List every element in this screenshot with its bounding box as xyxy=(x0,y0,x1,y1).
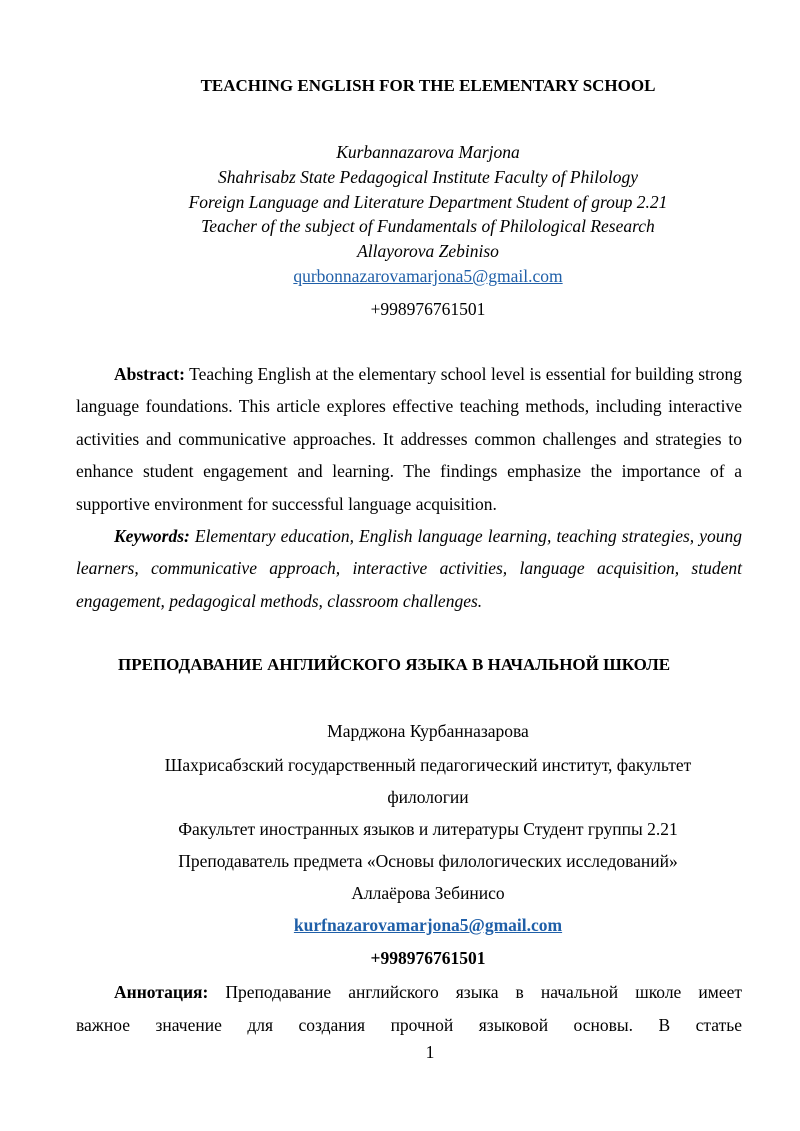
english-title: TEACHING ENGLISH FOR THE ELEMENTARY SCHOOL xyxy=(200,76,656,95)
department-line: Foreign Language and Literature Department Student of group 2.21 xyxy=(188,192,668,212)
author-name: Kurbannazarova Marjona xyxy=(336,142,520,162)
ru-institute-line-1: Шахрисабзский государственный педагогический институт, факультет xyxy=(164,755,692,775)
russian-title: ПРЕПОДАВАНИЕ АНГЛИЙСКОГО ЯЗЫКА В НАЧАЛЬНОЙ ШКОЛЕ xyxy=(118,655,671,674)
abstract-text: Teaching English at the elementary school level is essential for building strong language foundations. This article explores effective teaching methods, including interactive activities and communicative approaches. It addresses common challenges and strategies to enhance student engagement and learning. The findings emphasize the importance of a supportive environment for successful language acquisition. xyxy=(76,364,742,514)
ru-annotation-label: Аннотация: xyxy=(114,982,209,1002)
phone-number: +998976761501 xyxy=(370,299,486,319)
ru-email-link[interactable]: kurfnazarovamarjona5@gmail.com xyxy=(293,915,563,935)
teacher-role-line: Teacher of the subject of Fundamentals of Philological Research xyxy=(201,216,655,236)
ru-institute-line-2: филологии xyxy=(387,787,469,807)
ru-annotation-line-2: важное значение для создания прочной языковой основы. В статье xyxy=(76,1015,742,1035)
keywords-text: Elementary education, English language learning, teaching strategies, young learners, communicative approach, interactive activities, language acquisition, student engagement, pedagogical methods, classroom challenges. xyxy=(76,526,742,611)
keywords-paragraph xyxy=(76,520,742,617)
abstract-paragraph xyxy=(76,358,742,520)
teacher-name: Allayorova Zebiniso xyxy=(357,241,499,261)
ru-author-name: Марджона Курбанназарова xyxy=(327,721,529,741)
abstract-label: Abstract: xyxy=(114,364,185,384)
ru-annotation-text-1: Преподавание английского языка в начальной школе имеет xyxy=(208,982,742,1002)
ru-faculty-line: Факультет иностранных языков и литературы Студент группы 2.21 xyxy=(178,819,678,839)
email-link[interactable]: qurbonnazarovamarjona5@gmail.com xyxy=(293,266,563,286)
ru-annotation-line-1 xyxy=(76,976,742,1008)
ru-phone-number: +998976761501 xyxy=(370,948,486,968)
ru-teacher-name: Аллаёрова Зебинисо xyxy=(351,883,505,903)
institute-line: Shahrisabz State Pedagogical Institute Faculty of Philology xyxy=(218,167,638,187)
ru-teacher-role-line: Преподаватель предмета «Основы филологических исследований» xyxy=(178,851,678,871)
keywords-label: Keywords: xyxy=(114,526,190,546)
page-number: 1 xyxy=(425,1042,435,1062)
